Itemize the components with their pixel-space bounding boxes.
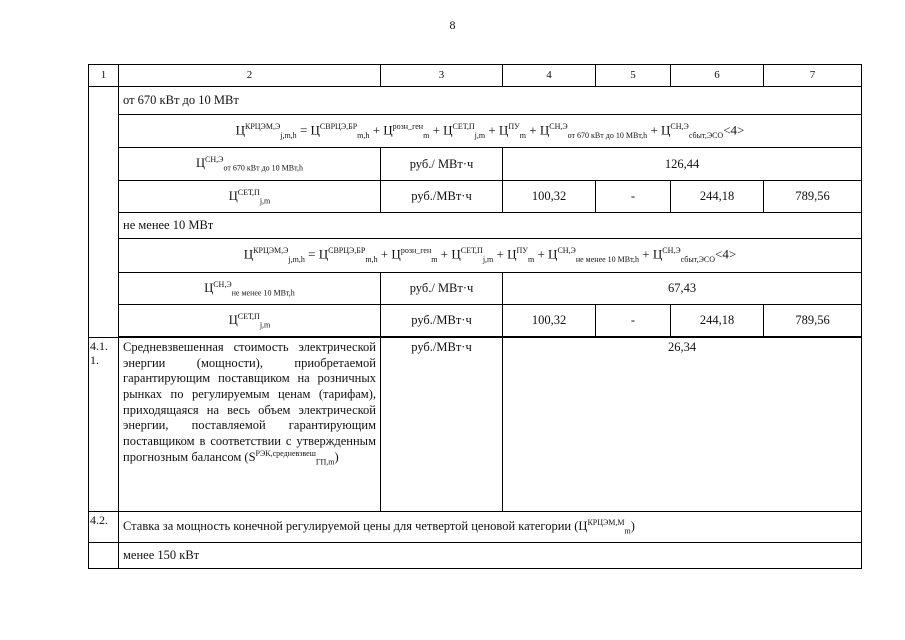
value-set-670-c7: 789,56 <box>764 181 862 213</box>
value-set-670-c4: 100,32 <box>503 181 596 213</box>
value-set-10-c5: - <box>596 305 671 337</box>
unit-sn-670: руб./ МВт·ч <box>381 148 503 181</box>
col-num-5: 5 <box>596 65 671 87</box>
item-411-value: 26,34 <box>503 338 862 512</box>
col-num-7: 7 <box>764 65 862 87</box>
row-sn-10 <box>89 273 862 305</box>
formula-670-row <box>89 115 862 148</box>
column-number-row <box>89 65 862 87</box>
section-670-row <box>89 87 862 115</box>
below-150-label: менее 150 кВт <box>119 543 862 569</box>
symbol-set-670: $Ц^{СЕТ,П}_{j,m}$ <box>119 181 381 213</box>
symbol-set-10: $Ц^{СЕТ,П}_{j,m}$ <box>119 305 381 337</box>
col-num-4: 4 <box>503 65 596 87</box>
formula-10-row <box>89 239 862 273</box>
page-number: 8 <box>449 18 456 32</box>
col-num-2: 2 <box>119 65 381 87</box>
symbol-sn-670: $Ц^{СН,Э}_{от 670 кВт до 10 МВт,h}$ <box>119 148 381 181</box>
value-set-670-c6: 244,18 <box>671 181 764 213</box>
item-411-row <box>89 338 862 512</box>
unit-set-670: руб./МВт·ч <box>381 181 503 213</box>
section-10-label: не менее 10 МВт <box>119 213 862 239</box>
value-sn-670: 126,44 <box>503 148 862 181</box>
num-cell-empty <box>89 87 119 338</box>
below-150-row <box>89 543 862 569</box>
tariff-table <box>88 64 862 569</box>
unit-sn-10: руб./ МВт·ч <box>381 273 503 305</box>
unit-set-10: руб./МВт·ч <box>381 305 503 337</box>
value-set-10-c6: 244,18 <box>671 305 764 337</box>
formula-670: $Ц^{КРЦЭМ,Э}_{j,m,h} = Ц^{СВРЦЭ,БР}_{m,h} + Ц^{розн\_ген}_m + Ц^{СЕТ,П}_{j,m} + Ц^{ПУ}_m + Ц^{СН,Э}_{от 670 кВт до 10 МВт,h} + Ц^{СН,Э}_{сбыт,ЭСО}<4>$ <box>119 115 862 148</box>
value-sn-10: 67,43 <box>503 273 862 305</box>
symbol-sn-10: $Ц^{СН,Э}_{не менее 10 МВт,h}$ <box>119 273 381 305</box>
value-set-10-c4: 100,32 <box>503 305 596 337</box>
item-411-description: Средневзвешенная стоимость электрической энергии (мощности), приобретаемой гарантирующим поставщиком на розничных рынках по регулируемым ценам (тарифам), приходящаяся на весь объем электрической энергии, поставляемой гарантирующим поставщиком в соответствии с утвержденным прогнозным балансом $(S^{РЭК,средневзвеш}_{ГП,m})$ <box>119 338 381 512</box>
col-num-1: 1 <box>89 65 119 87</box>
row-set-10 <box>89 305 862 337</box>
num-cell-empty-2 <box>89 543 119 569</box>
item-411-unit: руб./МВт·ч <box>381 338 503 512</box>
item-411-number: 4.1. 1. <box>89 338 119 512</box>
section-670-label: от 670 кВт до 10 МВт <box>119 87 862 115</box>
col-num-3: 3 <box>381 65 503 87</box>
item-42-row <box>89 512 862 543</box>
item-42-number: 4.2. <box>89 512 119 543</box>
row-sn-670 <box>89 148 862 181</box>
value-set-10-c7: 789,56 <box>764 305 862 337</box>
formula-10: $Ц^{КРЦЭМ,Э}_{j,m,h} = Ц^{СВРЦЭ,БР}_{m,h} + Ц^{розн\_ген}_m + Ц^{СЕТ,П}_{j,m} + Ц^{ПУ}_m + Ц^{СН,Э}_{не менее 10 МВт,h} + Ц^{СН,Э}_{сбыт,ЭСО}<4>$ <box>119 239 862 273</box>
value-set-670-c5: - <box>596 181 671 213</box>
section-10-row <box>89 213 862 239</box>
item-42-description: Ставка за мощность конечной регулируемой цены для четвертой ценовой категории $(Ц^{КРЦЭМ,М}_m)$ <box>119 512 862 543</box>
col-num-6: 6 <box>671 65 764 87</box>
row-set-670 <box>89 181 862 213</box>
